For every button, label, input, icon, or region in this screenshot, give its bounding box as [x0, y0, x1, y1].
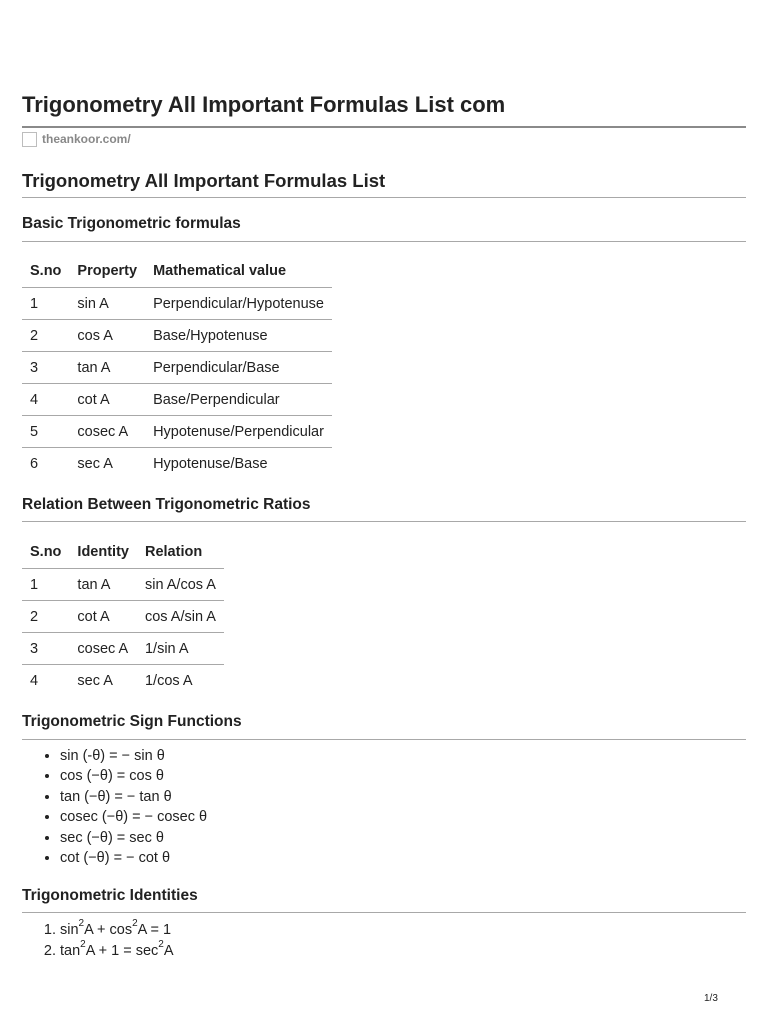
table-cell: sin A [69, 288, 145, 320]
table-row [22, 384, 332, 416]
relation-table [22, 535, 224, 696]
formula-part: A [163, 943, 174, 959]
table-cell: 3 [22, 633, 69, 665]
table-cell: sec A [77, 455, 113, 472]
table-header-row [22, 254, 332, 288]
table-cell: 6 [30, 455, 39, 472]
list-item [60, 941, 174, 962]
page-number: 1/3 [704, 993, 718, 1004]
table-cell: Perpendicular/Hypotenuse [145, 288, 332, 320]
formula-part: tan [60, 943, 81, 959]
table-cell: sec A [77, 672, 113, 689]
column-header: Property [69, 254, 145, 288]
identities-list [22, 920, 174, 962]
table-row [22, 601, 224, 633]
list-item: • sec (−θ) = sec θ [60, 828, 207, 848]
table-cell: Base/Perpendicular [145, 384, 332, 416]
basic-heading-divider [22, 241, 746, 242]
table-cell: cosec A [69, 633, 137, 665]
table-cell: Hypotenuse/Base [153, 455, 268, 472]
list-item: • cos (−θ) = cos θ [60, 766, 207, 786]
list-item: • sin (-θ) = − sin θ [60, 746, 207, 766]
formula-part: A + cos [84, 922, 133, 938]
table-cell: 2 [22, 601, 69, 633]
table-cell: cot A [69, 601, 137, 633]
table-row [22, 448, 332, 480]
source-url[interactable]: theankoor.com/ [42, 132, 131, 146]
table-cell: 1/cos A [144, 672, 193, 689]
table-header-row [22, 535, 224, 569]
table-row [22, 288, 332, 320]
table-row [22, 633, 224, 665]
column-header: Mathematical value [145, 254, 332, 288]
sign-heading-divider [22, 739, 746, 740]
column-header: Relation [137, 535, 224, 569]
table-row [22, 320, 332, 352]
table-cell: 1/sin A [137, 633, 224, 665]
table-cell: 4 [30, 672, 39, 689]
formula-part: sin [60, 922, 79, 938]
basic-formulas-heading: Basic Trigonometric formulas [22, 215, 241, 232]
table-row [22, 569, 224, 601]
table-cell: Base/Hypotenuse [145, 320, 332, 352]
list-item: • cosec (−θ) = − cosec θ [60, 807, 207, 827]
list-item: • cot (−θ) = − cot θ [60, 848, 207, 868]
column-header: Identity [69, 535, 137, 569]
table-row [22, 416, 332, 448]
table-cell: 5 [22, 416, 69, 448]
source-link[interactable] [22, 131, 131, 147]
list-item: • tan (−θ) = − tan θ [60, 787, 207, 807]
identities-heading: Trigonometric Identities [22, 887, 198, 904]
column-header: S.no [22, 535, 69, 569]
table-row [22, 352, 332, 384]
document-title: Trigonometry All Important Formulas List com [22, 92, 506, 117]
table-cell: tan A [69, 569, 137, 601]
table-cell: 1 [22, 569, 69, 601]
table-cell: cos A/sin A [137, 601, 224, 633]
relation-heading-divider [22, 521, 746, 522]
table-cell: Hypotenuse/Perpendicular [145, 416, 332, 448]
exponent: 2 [158, 939, 164, 951]
table-cell: 3 [22, 352, 69, 384]
table-cell: Perpendicular/Base [145, 352, 332, 384]
table-cell: tan A [69, 352, 145, 384]
relation-heading: Relation Between Trigonometric Ratios [22, 496, 311, 513]
table-row [22, 665, 224, 697]
column-header: S.no [22, 254, 69, 288]
identities-heading-divider [22, 912, 746, 913]
list-item [60, 920, 174, 941]
sign-functions-list [22, 746, 207, 868]
table-cell: sin A/cos A [137, 569, 224, 601]
table-cell: cos A [69, 320, 145, 352]
exponent: 2 [78, 918, 85, 930]
table-cell: 4 [22, 384, 69, 416]
main-heading: Trigonometry All Important Formulas List [22, 170, 386, 191]
formula-part: A + 1 = sec [85, 943, 159, 959]
exponent: 2 [80, 939, 86, 951]
formula-part: A = 1 [137, 922, 172, 938]
table-cell: 1 [22, 288, 69, 320]
main-heading-divider [22, 197, 746, 198]
title-divider [22, 126, 746, 128]
table-cell: 2 [22, 320, 69, 352]
table-cell: cosec A [69, 416, 145, 448]
table-cell: cot A [69, 384, 145, 416]
basic-formulas-table [22, 254, 332, 479]
favicon-icon [22, 132, 37, 147]
sign-functions-heading: Trigonometric Sign Functions [22, 713, 242, 730]
exponent: 2 [132, 918, 138, 930]
